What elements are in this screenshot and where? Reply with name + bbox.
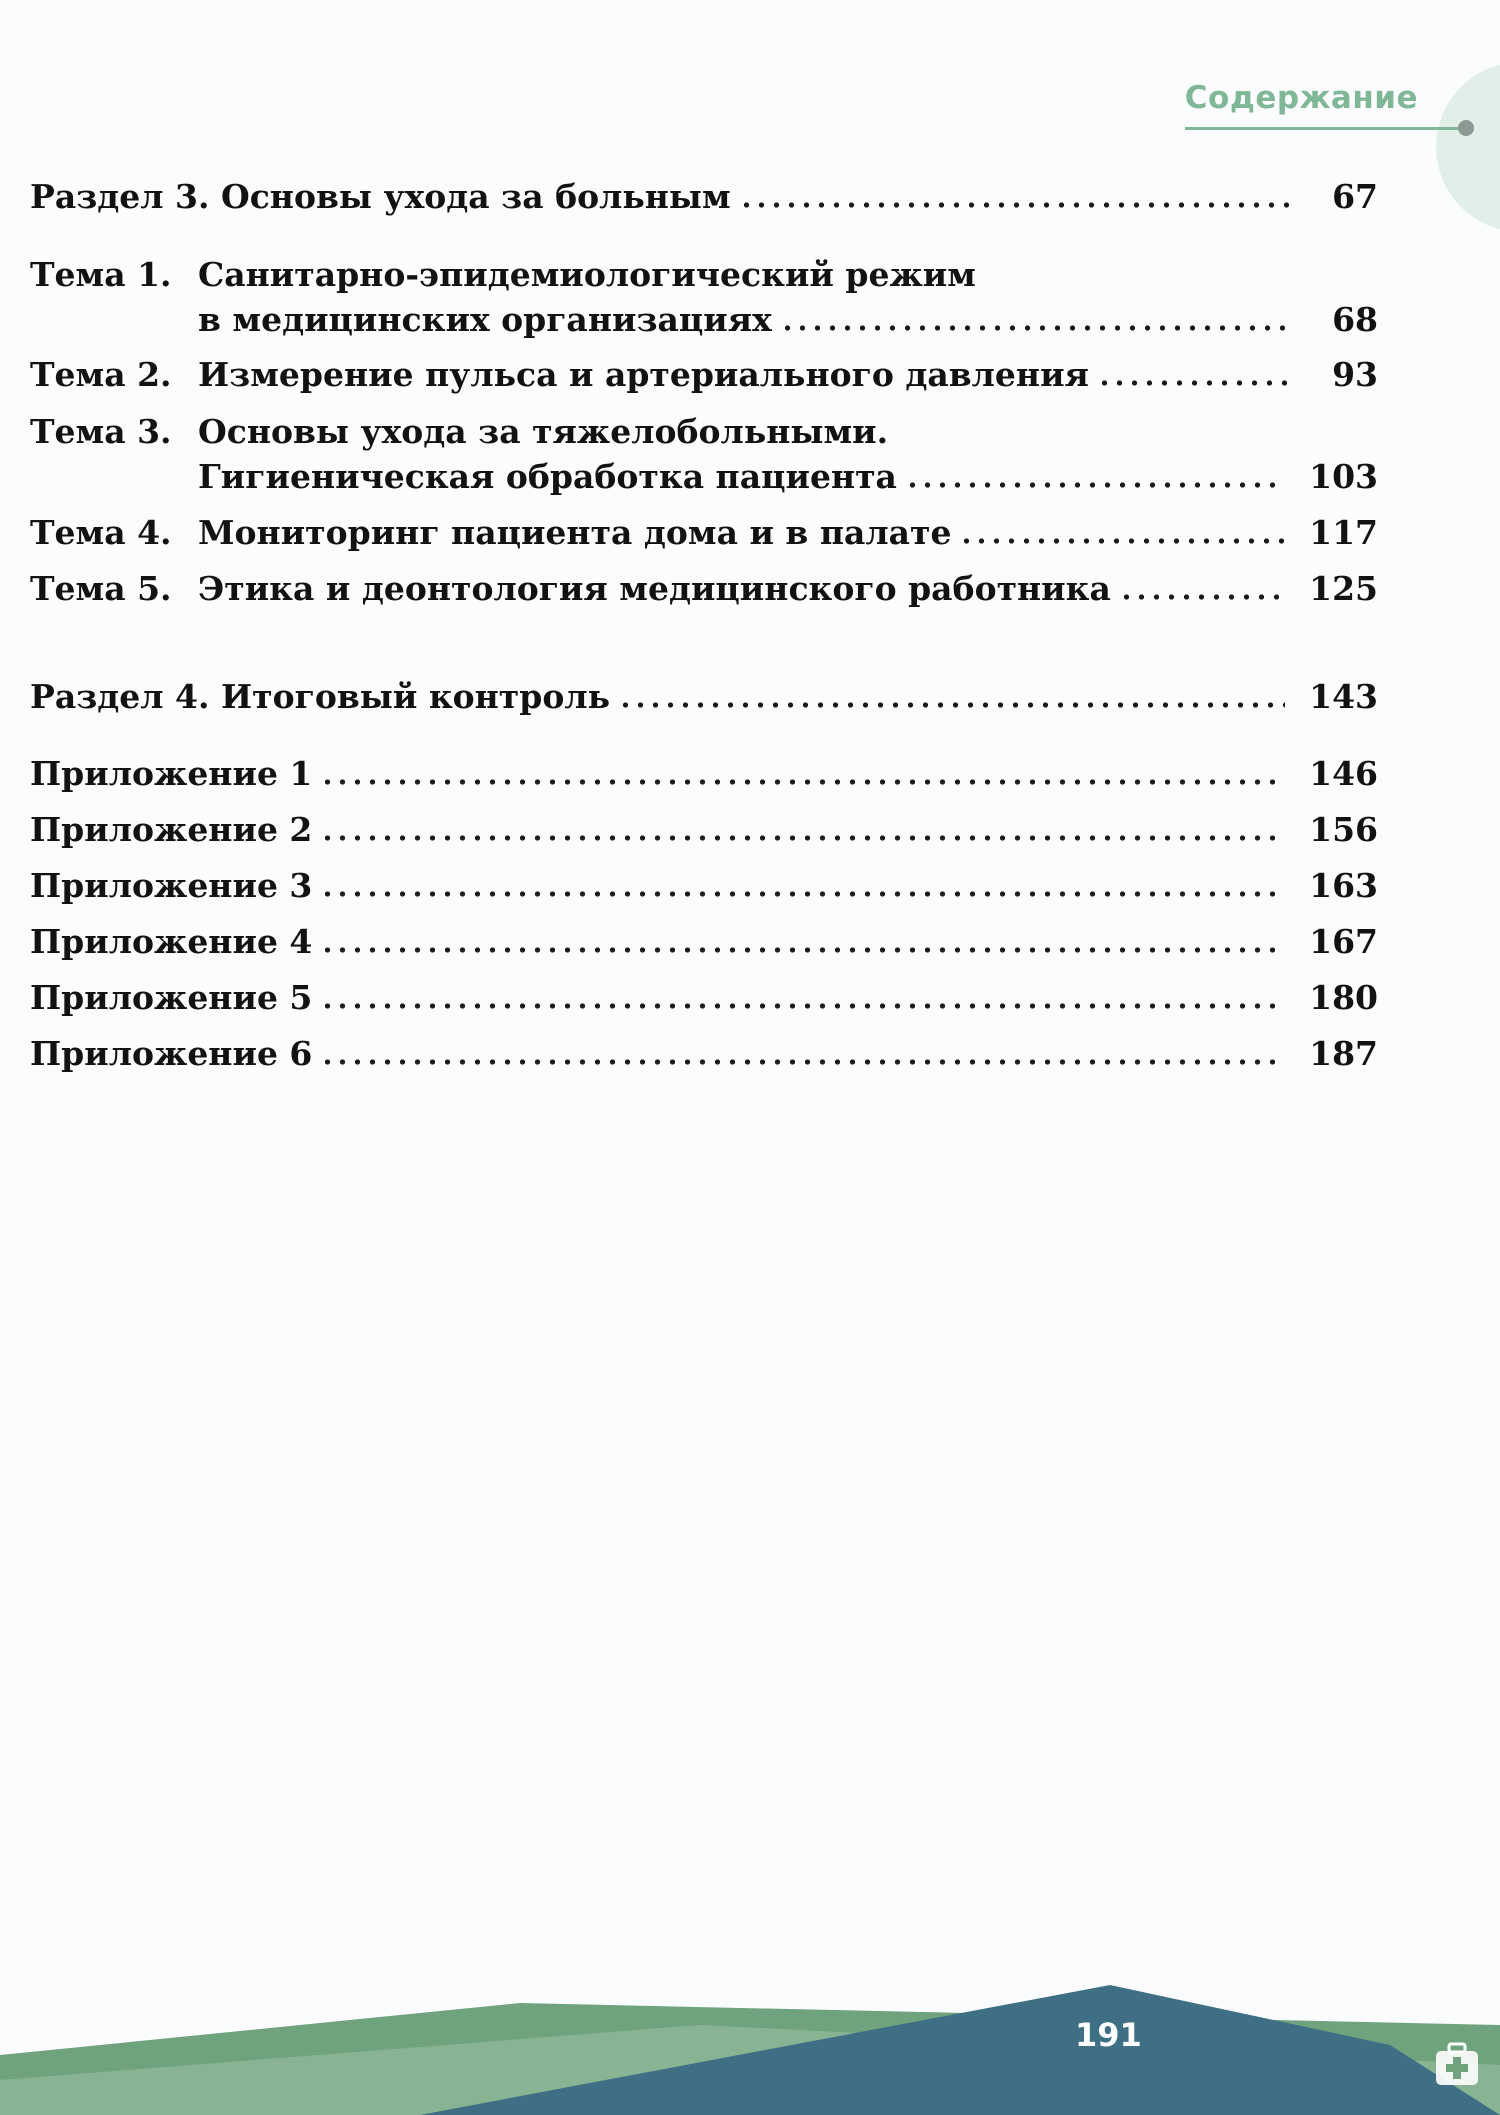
toc-entry-prefix: Тема 1. bbox=[30, 255, 172, 294]
footer-decor bbox=[0, 1985, 1500, 2115]
toc-entry-title: Приложение 3 bbox=[30, 866, 313, 905]
toc-entry-topic3-line1[interactable] bbox=[30, 407, 888, 457]
toc-entry-page: 180 bbox=[1309, 978, 1378, 1017]
toc-entry-page: 163 bbox=[1309, 866, 1378, 905]
toc-entry-title: Этика и деонтология медицинского работника bbox=[198, 569, 1111, 608]
toc-entry-page: 117 bbox=[1309, 513, 1378, 552]
dot-leader bbox=[320, 944, 1285, 956]
toc-entry-title: Приложение 4 bbox=[30, 922, 313, 961]
toc-entry-appendix-2[interactable] bbox=[30, 805, 1378, 855]
toc-entry-topic2[interactable] bbox=[30, 350, 1378, 400]
header-decor-circle bbox=[1436, 62, 1500, 232]
toc-entry-title: Санитарно-эпидемиологический режим bbox=[198, 255, 976, 294]
dot-leader bbox=[1119, 591, 1285, 603]
header-dot bbox=[1458, 120, 1474, 136]
header-rule bbox=[1185, 127, 1467, 130]
page-title: Содержание bbox=[1184, 80, 1418, 116]
toc-entry-title: Итоговый контроль bbox=[220, 677, 611, 716]
toc-entry-title: Измерение пульса и артериального давления bbox=[198, 355, 1089, 394]
toc-entry-prefix: Тема 3. bbox=[30, 412, 172, 451]
toc-entry-appendix-1[interactable] bbox=[30, 749, 1378, 799]
toc-entry-title: Приложение 5 bbox=[30, 978, 313, 1017]
dot-leader bbox=[320, 1000, 1285, 1012]
dot-leader bbox=[320, 832, 1285, 844]
toc-entry-page: 68 bbox=[1332, 300, 1378, 339]
toc-entry-title: Приложение 6 bbox=[30, 1034, 313, 1073]
toc-entry-page: 187 bbox=[1309, 1034, 1378, 1073]
dot-leader bbox=[320, 1056, 1285, 1068]
dot-leader bbox=[1097, 377, 1294, 389]
toc-entry-prefix: Тема 2. bbox=[30, 355, 172, 394]
toc-entry-page: 93 bbox=[1332, 355, 1378, 394]
toc-entry-page: 143 bbox=[1309, 677, 1378, 716]
toc-entry-page: 146 bbox=[1309, 754, 1378, 793]
toc-entry-page: 67 bbox=[1332, 177, 1378, 216]
dot-leader bbox=[618, 699, 1285, 711]
toc-entry-prefix: Тема 5. bbox=[30, 569, 172, 608]
toc-entry-appendix-3[interactable] bbox=[30, 861, 1378, 911]
dot-leader bbox=[959, 535, 1285, 547]
toc-entry-prefix: Раздел 4. bbox=[30, 677, 210, 716]
toc-entry-title: Приложение 2 bbox=[30, 810, 313, 849]
toc-entry-topic3[interactable] bbox=[30, 452, 1378, 502]
dot-leader bbox=[320, 888, 1285, 900]
toc-entry-page: 103 bbox=[1309, 457, 1378, 496]
toc-entry-page: 156 bbox=[1309, 810, 1378, 849]
toc-entry-topic1-line1[interactable] bbox=[30, 250, 976, 300]
toc-entry-title: в медицинских организациях bbox=[198, 300, 772, 339]
toc-entry-page: 125 bbox=[1309, 569, 1378, 608]
toc-entry-prefix: Раздел 3. bbox=[30, 177, 210, 216]
page-number: 191 bbox=[1075, 2016, 1142, 2054]
page-footer bbox=[0, 1985, 1500, 2115]
toc-entry-section4[interactable] bbox=[30, 672, 1378, 722]
toc-entry-title: Основы ухода за больным bbox=[220, 177, 731, 216]
dot-leader bbox=[739, 199, 1294, 211]
toc-entry-title: Основы ухода за тяжелобольными. bbox=[198, 412, 889, 451]
toc-entry-appendix-5[interactable] bbox=[30, 973, 1378, 1023]
medical-kit-icon bbox=[1432, 2040, 1482, 2090]
toc-entry-section3[interactable] bbox=[30, 172, 1378, 222]
dot-leader bbox=[905, 479, 1285, 491]
toc-entry-title: Гигиеническая обработка пациента bbox=[198, 457, 897, 496]
toc-entry-topic5[interactable] bbox=[30, 564, 1378, 614]
toc-entry-topic4[interactable] bbox=[30, 508, 1378, 558]
toc-entry-appendix-6[interactable] bbox=[30, 1029, 1378, 1079]
toc-entry-title: Мониторинг пациента дома и в палате bbox=[198, 513, 952, 552]
toc-entry-prefix: Тема 4. bbox=[30, 513, 172, 552]
dot-leader bbox=[320, 776, 1285, 788]
toc-entry-page: 167 bbox=[1309, 922, 1378, 961]
dot-leader bbox=[780, 322, 1294, 334]
toc-entry-appendix-4[interactable] bbox=[30, 917, 1378, 967]
toc-entry-title: Приложение 1 bbox=[30, 754, 313, 793]
toc-entry-topic1[interactable] bbox=[30, 295, 1378, 345]
